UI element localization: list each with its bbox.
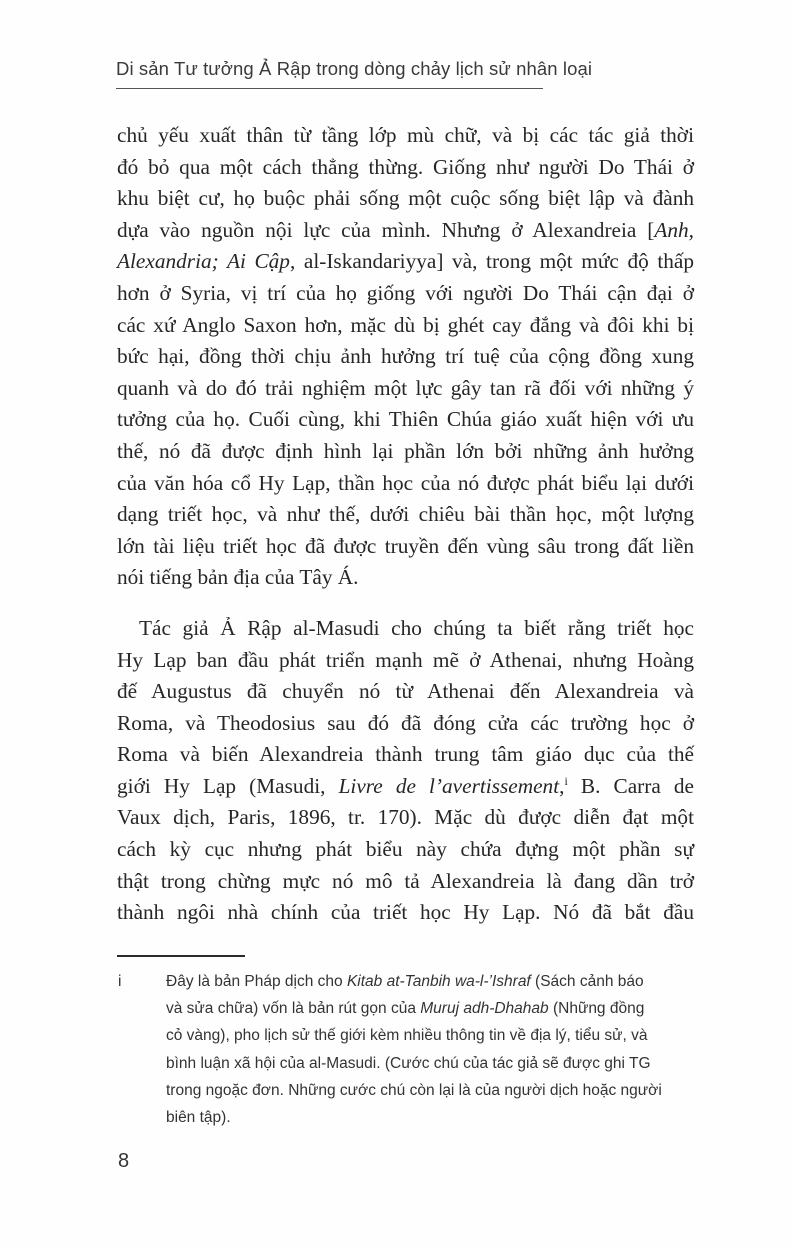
footnote-line: [166, 1022, 696, 1049]
line-text: chủ yếu xuất thân từ tầng lớp mù chữ, và bị các tác giả thời: [117, 123, 694, 147]
text-line: [117, 802, 694, 834]
footnote-separator: [117, 955, 245, 957]
text-line: [117, 562, 694, 594]
footnote-body: [166, 968, 696, 1131]
line-text: lớn tài liệu triết học đã được truyền đến vùng sâu trong đất liền: [117, 533, 694, 558]
running-head-underline: [116, 88, 543, 89]
line-text: Vaux dịch, Paris, 1896, tr. 170). Mặc dù được diễn đạt một: [117, 805, 694, 830]
text-line: [117, 278, 694, 310]
text-line: [117, 246, 694, 278]
text-line: [117, 436, 694, 468]
text-line: [117, 897, 694, 929]
text-line: [117, 866, 694, 898]
line-text: tưởng của họ. Cuối cùng, khi Thiên Chúa giáo xuất hiện với ưu: [117, 407, 694, 432]
text-line: [117, 708, 694, 740]
italic-term: Alexandria;: [117, 249, 227, 274]
text-line: [117, 404, 694, 436]
text-line: [117, 373, 694, 405]
footnote-line: [166, 968, 696, 995]
line-text: bức hại, đồng thời chịu ảnh hưởng trí tuệ của cộng đồng xung: [117, 344, 694, 369]
running-head: Di sản Tư tưởng Ả Rập trong dòng chảy lịch sử nhân loại: [116, 58, 593, 79]
line-text: các xứ Anglo Saxon hơn, mặc dù bị ghét cay đắng và đôi khi bị: [117, 312, 694, 337]
text-line: [117, 834, 694, 866]
footnote-text: trong ngoặc đơn. Những cước chú còn lại là của người dịch hoặc người: [166, 1081, 662, 1099]
line-text: Tác giả Ả Rập al-Masudi cho chúng ta biết rằng triết học: [139, 615, 694, 640]
line-text: Roma và biến Alexandreia thành trung tâm giáo dục của thế: [117, 742, 694, 767]
line-text: Hy Lạp ban đầu phát triển mạnh mẽ ở Athenai, nhưng Hoàng: [117, 647, 694, 672]
line-text: khu biệt cư, họ buộc phải sống một cuộc sống biệt lập và đành: [117, 186, 694, 211]
line-text: Roma, và Theodosius sau đó đã đóng cửa các trường học ở: [117, 710, 694, 735]
line-text: B. Carra de: [567, 773, 694, 798]
footnote-text: (Những đồng: [548, 1000, 645, 1018]
text-line: [117, 645, 694, 677]
italic-title: Muruj adh-Dhahab: [420, 1000, 549, 1018]
line-text: của văn hóa cổ Hy Lạp, thần học của nó được phát biểu lại dưới: [117, 470, 694, 495]
italic-title: Livre de l’avertissement: [338, 773, 560, 798]
italic-term: Ai Cập: [226, 249, 290, 274]
footnote-line: [166, 1104, 696, 1131]
text-line: giới Hy Lạp (Masudi, Livre de l’avertissement,$^i$ B. Carra de: [117, 773, 694, 798]
text-line: [117, 310, 694, 342]
footnote-line: [166, 1050, 696, 1077]
line-text: hơn ở Syria, vị trí của họ giống với người Do Thái cận đại ở: [117, 280, 694, 305]
italic-title: Kitab at-Tanbih wa-l-’Ishraf: [346, 973, 531, 990]
line-text: giới Hy Lạp (Masudi,: [117, 773, 339, 798]
line-text: nói tiếng bản địa của Tây Á.: [117, 565, 359, 590]
line-text: đế Augustus đã chuyển nó từ Athenai đến Alexandreia và: [117, 679, 694, 704]
footnote-text: và sửa chữa) vốn là bản rút gọn của: [166, 1000, 421, 1018]
text-line: [117, 215, 694, 247]
footnote-text: Đây là bản Pháp dịch cho: [166, 973, 347, 990]
footnote-text: biên tập).: [166, 1108, 231, 1126]
line-text: thật trong chừng mực nó mô tả Alexandreia là đang dần trở: [117, 868, 694, 893]
footnote-reference[interactable]: i: [564, 773, 568, 788]
line-text: cách kỳ cục nhưng phát biểu này chứa đựng một phần sự: [117, 837, 694, 862]
text-line: [117, 120, 694, 152]
line-text: , al-Iskandariyya] và, trong một mức độ thấp: [289, 249, 694, 274]
text-line: [117, 468, 694, 500]
text-line: [117, 676, 694, 708]
footnote-text: (Sách cảnh báo: [530, 973, 644, 990]
text-line: [117, 613, 694, 645]
line-text: thế, nó đã được định hình lại phần lớn bởi những ảnh hưởng: [117, 438, 694, 463]
footnote-line: [166, 1077, 696, 1104]
line-text: thành ngôi nhà chính của triết học Hy Lạp. Nó đã bắt đầu: [117, 900, 694, 925]
text-line: [117, 341, 694, 373]
text-line: [117, 183, 694, 215]
line-text: đó bỏ qua một cách thẳng thừng. Giống như người Do Thái ở: [117, 154, 694, 179]
text-line: [117, 499, 694, 531]
paragraph-gap: [117, 594, 694, 613]
page-number: 8: [118, 1150, 130, 1172]
footnote-text: cỏ vàng), pho lịch sử thế giới kèm nhiều thông tin về địa lý, tiểu sử, và: [166, 1027, 648, 1045]
footnote-line: [166, 995, 696, 1022]
line-text: dạng triết học, và như thế, dưới chiêu bài thần học, một lượng: [117, 502, 694, 527]
line-text: dựa vào nguồn nội lực của mình. Nhưng ở Alexandreia [: [117, 217, 655, 242]
line-text: quanh và do đó trải nghiệm một lực gây tan rã đối với những ý: [117, 375, 694, 400]
body-text: [117, 120, 694, 929]
footnote-text: bình luận xã hội của al-Masudi. (Cước chú của tác giả sẽ được ghi TG: [166, 1054, 651, 1072]
footnote-marker: i: [118, 973, 122, 990]
text-line: [117, 531, 694, 563]
text-line: [117, 739, 694, 771]
text-line: [117, 152, 694, 184]
italic-term: Anh,: [654, 217, 694, 242]
